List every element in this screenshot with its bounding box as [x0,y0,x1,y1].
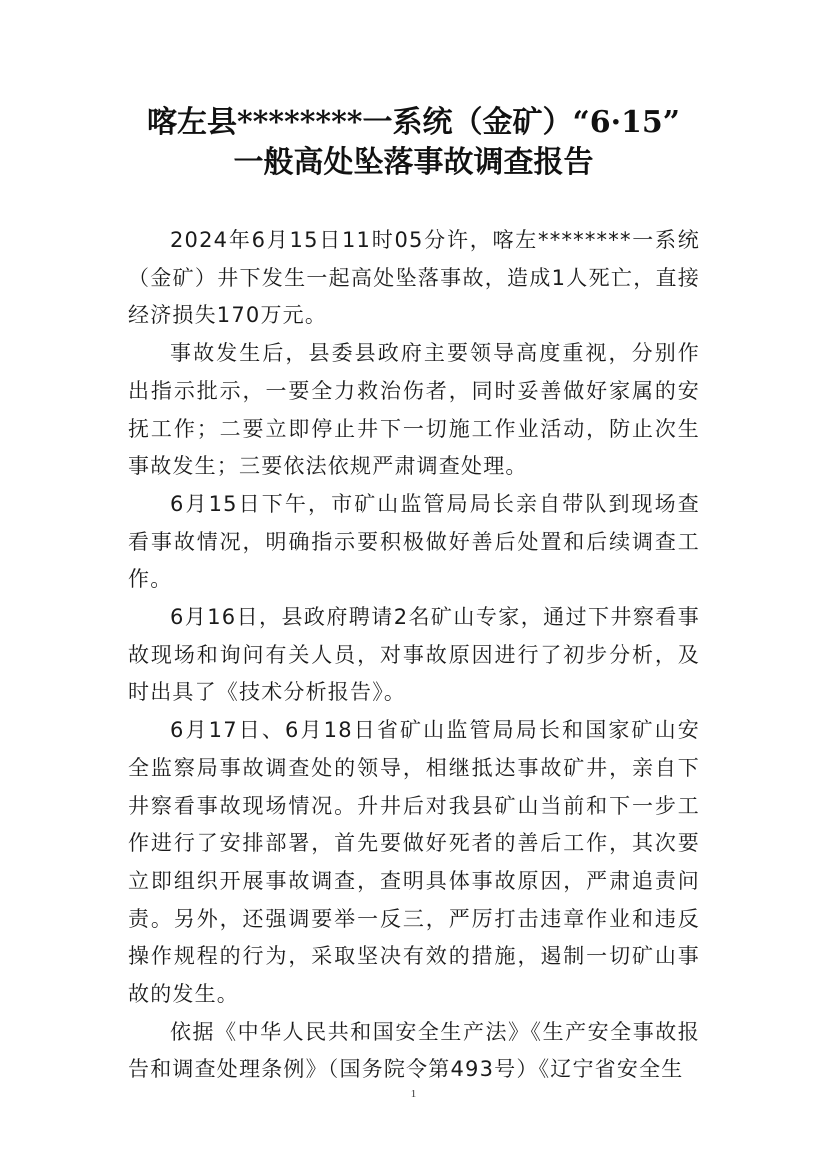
page-number: 1 [410,1088,417,1100]
paragraph-leadership-response: 事故发生后，县委县政府主要领导高度重视，分别作出指示批示，一要全力救治伤者，同时妥善做好家属的安抚工作；二要立即停止井下一切施工作业活动，防止次生事故发生；三要依法依规严肃调查处理。 [128,341,700,479]
paragraph-legal-basis: 依据《中华人民共和国安全生产法》《生产安全事故报告和调查处理条例》（国务院令第493号）《辽宁省安全生 [128,1019,700,1082]
paragraph-provincial-inspection: 6月17日、6月18日省矿山监管局局长和国家矿山安全监察局事故调查处的领导，相继抵达事故矿井，亲自下井察看事故现场情况。升井后对我县矿山当前和下一步工作进行了安排部署，首先要做好死者的善后工作，其次要立即组织开展事故调查，查明具体事故原因，严肃追责问责。另外，还强调要举一反三，严厉打击违章作业和违反操作规程的行为，采取坚决有效的措施，遏制一切矿山事故的发生。 [128,718,700,1007]
paragraph-accident-summary: 2024年6月15日11时05分许，喀左********一系统（金矿）井下发生一起高处坠落事故，造成1人死亡，直接经济损失170万元。 [128,228,700,328]
report-body [128,222,700,1089]
paragraph-city-inspection: 6月15日下午，市矿山监管局局长亲自带队到现场查看事故情况，明确指示要积极做好善后处置和后续调查工作。 [128,491,700,592]
paragraph-expert-analysis: 6月16日，县政府聘请2名矿山专家，通过下井察看事故现场和询问有关人员，对事故原因进行了初步分析，及时出具了《技术分析报告》。 [128,605,700,705]
report-title-line-1: 喀左县********一系统（金矿）“6·15” [146,105,681,140]
report-title-line-2: 一般高处坠落事故调查报告 [233,145,594,180]
